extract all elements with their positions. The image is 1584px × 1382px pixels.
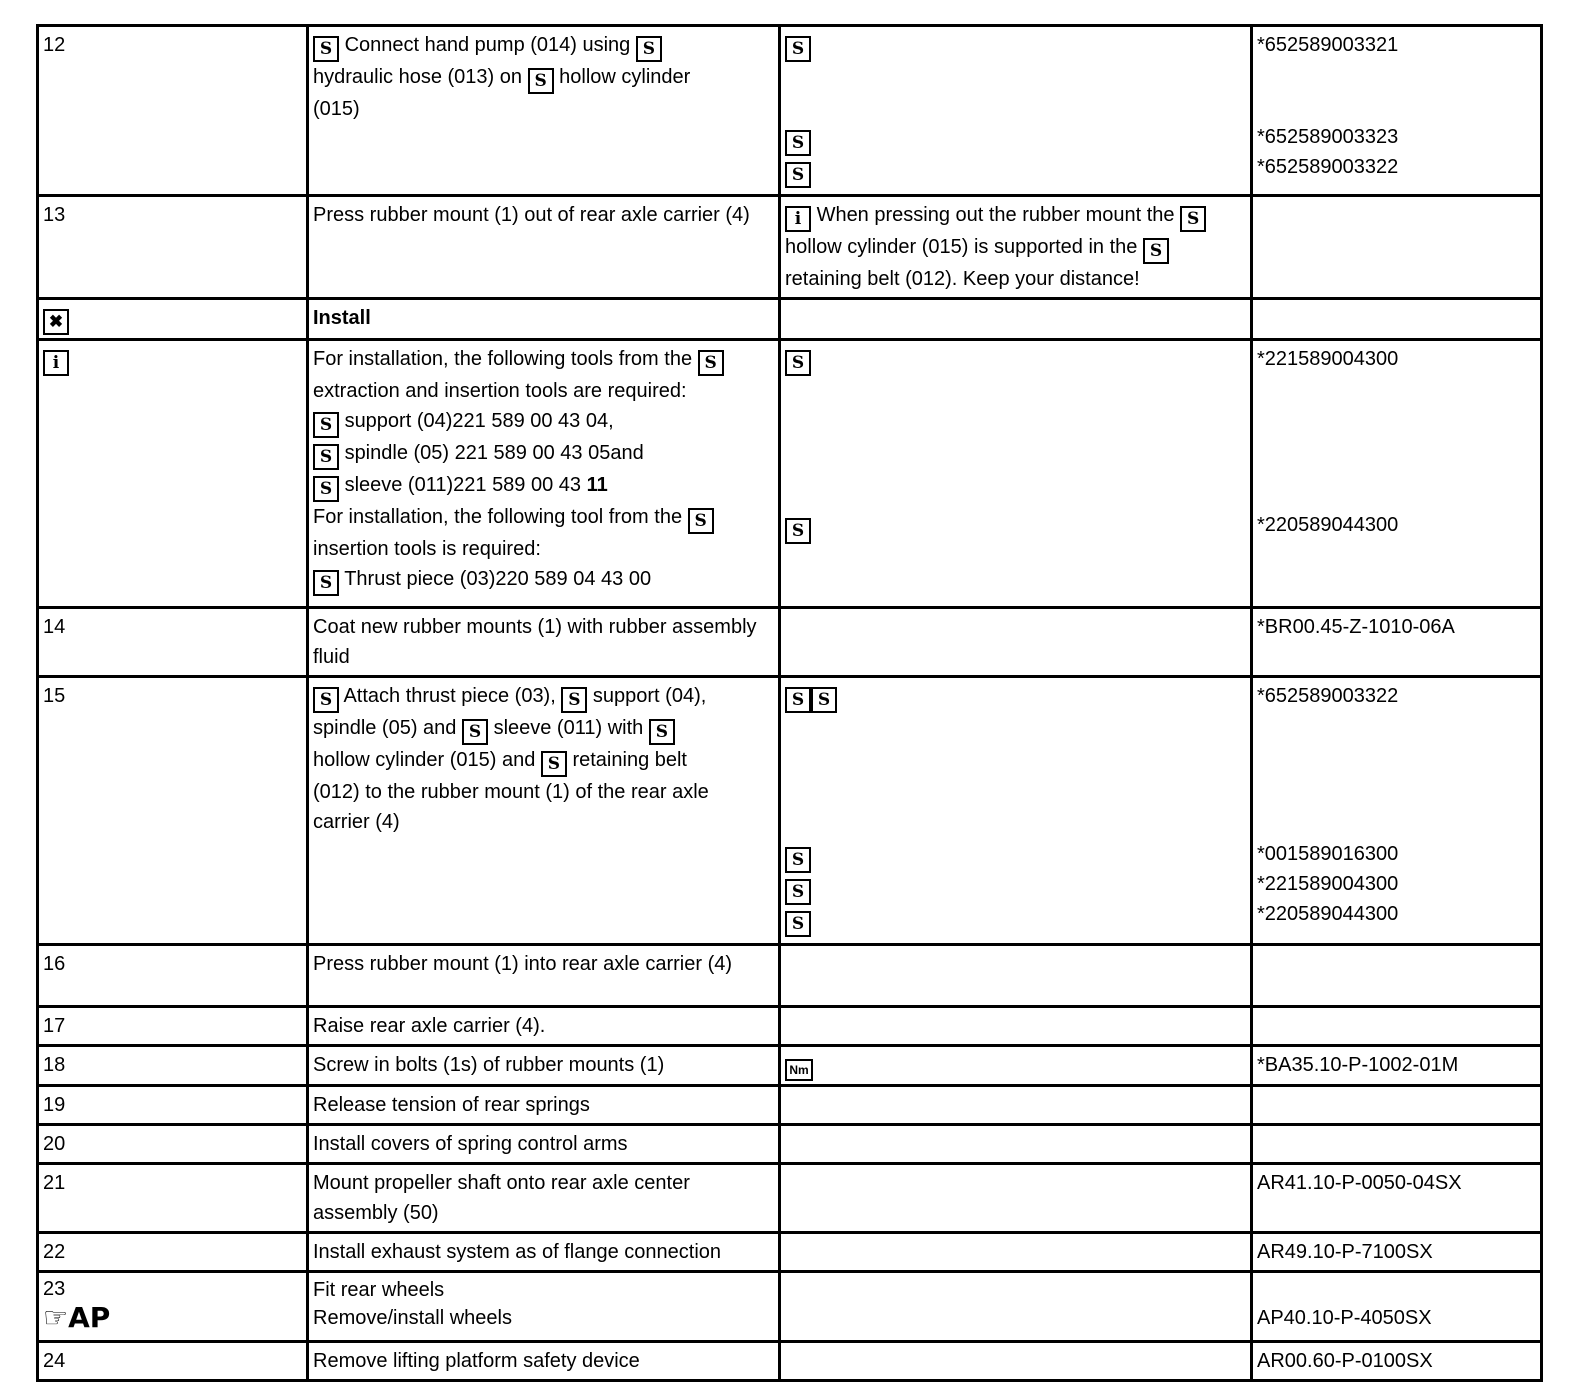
ref-cell: AP40.10-P-4050SX <box>1252 1272 1542 1342</box>
tool-icon: S <box>688 508 714 534</box>
ref-cell: *652589003322 *001589016300 *221589004300 *220589044300 <box>1252 677 1542 945</box>
tool-icon: S <box>649 719 675 745</box>
empty-cell <box>1252 945 1542 1007</box>
step-number: 17 <box>38 1007 308 1046</box>
tool-icon: S <box>785 687 811 713</box>
tool-icon: S <box>785 162 811 188</box>
step-number: 18 <box>38 1046 308 1086</box>
empty-cell <box>780 1164 1252 1233</box>
torque-icon: Nm <box>785 1059 813 1081</box>
action-cell: Press rubber mount (1) out of rear axle carrier (4) <box>308 196 780 299</box>
action-cell: Raise rear axle carrier (4). <box>308 1007 780 1046</box>
step-number: 15 <box>38 677 308 945</box>
empty-cell <box>780 1086 1252 1125</box>
table-row <box>38 608 1542 677</box>
ref-cell: *221589004300 *220589044300 <box>1252 340 1542 608</box>
procedure-table <box>36 24 1543 1382</box>
action-cell: Remove lifting platform safety device <box>308 1342 780 1381</box>
table-row <box>38 1086 1542 1125</box>
empty-cell <box>1252 1007 1542 1046</box>
info-icon: i <box>785 206 811 232</box>
empty-cell <box>1252 1125 1542 1164</box>
pointing-hand-icon: ☞ <box>43 1302 69 1333</box>
table-row <box>38 677 1542 945</box>
tool-cell <box>780 26 1252 196</box>
action-cell: Install covers of spring control arms <box>308 1125 780 1164</box>
table-row <box>38 26 1542 196</box>
empty-cell <box>780 1272 1252 1342</box>
table-row <box>38 1272 1542 1342</box>
ap-label: AP <box>68 1301 111 1334</box>
tool-icon: S <box>636 36 662 62</box>
tool-icon: S <box>811 687 837 713</box>
tool-icon: S <box>528 68 554 94</box>
table-row <box>38 299 1542 340</box>
tool-icon: S <box>541 751 567 777</box>
table-row <box>38 196 1542 299</box>
tool-icon: S <box>313 412 339 438</box>
section-title: Install <box>308 299 780 340</box>
ref-cell <box>1252 196 1542 299</box>
tool-cell <box>780 1046 1252 1086</box>
empty-cell <box>1252 299 1542 340</box>
tool-icon: S <box>785 879 811 905</box>
note-cell: i When pressing out the rubber mount the S hollow cylinder (015) is supported in the S retaining belt (012). Keep your distance! <box>780 196 1252 299</box>
empty-cell <box>780 299 1252 340</box>
table-row <box>38 340 1542 608</box>
tool-icon: S <box>785 350 811 376</box>
tool-icon: S <box>313 687 339 713</box>
table-row <box>38 1046 1542 1086</box>
empty-cell <box>780 1342 1252 1381</box>
empty-cell <box>1252 1086 1542 1125</box>
action-cell: Install exhaust system as of flange connection <box>308 1233 780 1272</box>
action-cell: Fit rear wheels Remove/install wheels <box>308 1272 780 1342</box>
empty-cell <box>780 608 1252 677</box>
action-cell: S Attach thrust piece (03), S support (04), spindle (05) and S sleeve (011) with S hollow cylinder (015) and S retaining belt (012) to the rubber mount (1) of the rear axle carrier (4) <box>308 677 780 945</box>
tool-icon: S <box>1143 238 1169 264</box>
tool-icon: S <box>785 130 811 156</box>
tool-icon: S <box>313 476 339 502</box>
tool-icon: S <box>785 518 811 544</box>
table-row <box>38 1007 1542 1046</box>
step-number: 24 <box>38 1342 308 1381</box>
tool-cell <box>780 677 1252 945</box>
step-cell <box>38 340 308 608</box>
tool-icon: S <box>785 911 811 937</box>
step-number: 19 <box>38 1086 308 1125</box>
tool-icon: S <box>313 570 339 596</box>
table-row <box>38 1125 1542 1164</box>
step-number: 22 <box>38 1233 308 1272</box>
action-cell: Press rubber mount (1) into rear axle carrier (4) <box>308 945 780 1007</box>
step-number: 14 <box>38 608 308 677</box>
install-icon: ✖ <box>43 309 69 335</box>
tool-cell <box>780 340 1252 608</box>
table-row <box>38 945 1542 1007</box>
action-cell: S Connect hand pump (014) using S hydraulic hose (013) on S hollow cylinder (015) <box>308 26 780 196</box>
info-icon: i <box>43 350 69 376</box>
table-row <box>38 1164 1542 1233</box>
tool-icon: S <box>561 687 587 713</box>
action-cell: Screw in bolts (1s) of rubber mounts (1) <box>308 1046 780 1086</box>
action-cell: Release tension of rear springs <box>308 1086 780 1125</box>
step-cell: 23 ☞AP <box>38 1272 308 1342</box>
tool-icon: S <box>785 847 811 873</box>
tool-icon: S <box>698 350 724 376</box>
tool-icon: S <box>462 719 488 745</box>
ref-cell: *BA35.10-P-1002-01M <box>1252 1046 1542 1086</box>
step-number: 12 <box>38 26 308 196</box>
ref-cell: *BR00.45-Z-1010-06A <box>1252 608 1542 677</box>
ref-cell: AR00.60-P-0100SX <box>1252 1342 1542 1381</box>
empty-cell <box>780 945 1252 1007</box>
action-cell: Coat new rubber mounts (1) with rubber assembly fluid <box>308 608 780 677</box>
empty-cell <box>780 1007 1252 1046</box>
step-number: 20 <box>38 1125 308 1164</box>
empty-cell <box>780 1125 1252 1164</box>
ref-cell: *652589003321 *652589003323 *652589003322 <box>1252 26 1542 196</box>
step-number: 21 <box>38 1164 308 1233</box>
ref-cell: AR49.10-P-7100SX <box>1252 1233 1542 1272</box>
empty-cell <box>780 1233 1252 1272</box>
step-number: 16 <box>38 945 308 1007</box>
tool-icon: S <box>1180 206 1206 232</box>
tool-icon: S <box>785 36 811 62</box>
step-number: 13 <box>38 196 308 299</box>
tool-icon: S <box>313 36 339 62</box>
table-row <box>38 1233 1542 1272</box>
ref-cell: AR41.10-P-0050-04SX <box>1252 1164 1542 1233</box>
table-row <box>38 1342 1542 1381</box>
step-cell <box>38 299 308 340</box>
action-cell: Mount propeller shaft onto rear axle center assembly (50) <box>308 1164 780 1233</box>
action-cell: For installation, the following tools from the S extraction and insertion tools are required: S support (04)221 589 00 43 04, S spindle (05) 221 589 00 43 05and S sleeve (011)221 589 00 43 11 For installation, the following tool from the S insertion tools is required: S Thrust piece (03)220 589 04 43 00 <box>308 340 780 608</box>
tool-icon: S <box>313 444 339 470</box>
